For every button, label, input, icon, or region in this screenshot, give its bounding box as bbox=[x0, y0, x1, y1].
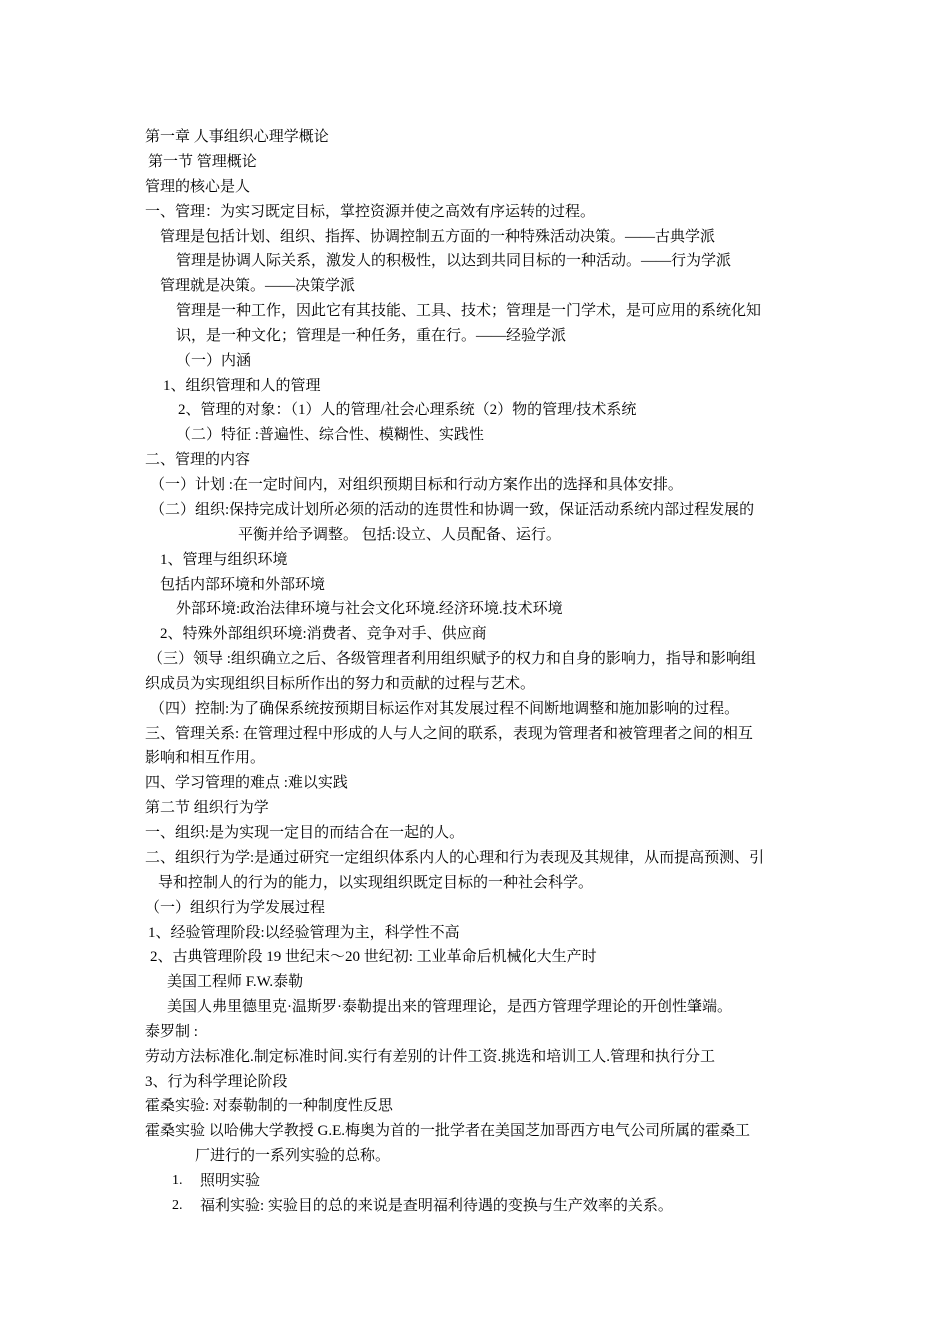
paragraph: 三、管理关系: 在管理过程中形成的人与人之间的联系，表现为管理者和被管理者之间的相互 bbox=[145, 726, 753, 742]
subheading: （二）特征 :普遍性、综合性、模糊性、实践性 bbox=[176, 427, 484, 443]
paragraph: 一、组织:是为实现一定目的而结合在一起的人。 bbox=[145, 825, 465, 841]
paragraph: 3、行为科学理论阶段 bbox=[145, 1074, 288, 1090]
paragraph: 影响和相互作用。 bbox=[145, 750, 266, 766]
paragraph: 导和控制人的行为的能力，以实现组织既定目标的一种社会科学。 bbox=[158, 875, 594, 891]
paragraph: 织成员为实现组织目标所作出的努力和贡献的过程与艺术。 bbox=[145, 676, 536, 692]
paragraph: 包括内部环境和外部环境 bbox=[160, 577, 326, 593]
list-number: 1. bbox=[172, 1173, 183, 1188]
subheading: （一）内涵 bbox=[176, 353, 252, 369]
paragraph: 1、组织管理和人的管理 bbox=[163, 378, 321, 394]
paragraph: 一、管理：为实习既定目标，掌控资源并使之高效有序运转的过程。 bbox=[145, 204, 596, 220]
paragraph: 管理是协调人际关系，激发人的积极性，以达到共同目标的一种活动。——行为学派 bbox=[176, 253, 732, 269]
paragraph: 劳动方法标准化.制定标准时间.实行有差别的计件工资.挑选和培训工人.管理和执行分工 bbox=[145, 1049, 716, 1065]
list-item: 照明实验 bbox=[200, 1173, 261, 1189]
paragraph: 平衡并给予调整。 包括:设立、人员配备、运行。 bbox=[238, 527, 561, 543]
paragraph: 厂进行的一系列实验的总称。 bbox=[195, 1148, 391, 1164]
paragraph: （一）计划 :在一定时间内，对组织预期目标和行动方案作出的选择和具体安排。 bbox=[150, 477, 683, 493]
paragraph: （四）控制:为了确保系统按预期目标运作对其发展过程不间断地调整和施加影响的过程。 bbox=[150, 701, 740, 717]
paragraph: （三）领导 :组织确立之后、各级管理者利用组织赋予的权力和自身的影响力，指导和影响组 bbox=[148, 651, 756, 667]
heading: 二、管理的内容 bbox=[145, 452, 251, 468]
paragraph: 二、组织行为学:是通过研究一定组织体系内人的心理和行为表现及其规律，从而提高预测、引 bbox=[145, 850, 765, 866]
chapter-title: 第一章 人事组织心理学概论 bbox=[145, 129, 329, 145]
paragraph: 管理是一种工作，因此它有其技能、工具、技术；管理是一门学术，是可应用的系统化知 bbox=[176, 303, 762, 319]
paragraph: 管理就是决策。——决策学派 bbox=[160, 278, 356, 294]
subheading: （一）组织行为学发展过程 bbox=[145, 900, 326, 916]
paragraph: 四、学习管理的难点 :难以实践 bbox=[145, 775, 348, 791]
paragraph: 1、管理与组织环境 bbox=[160, 552, 288, 568]
paragraph: 2、古典管理阶段 19 世纪末～20 世纪初: 工业革命后机械化大生产时 bbox=[150, 949, 597, 965]
section-title: 第一节 管理概论 bbox=[148, 154, 257, 170]
paragraph: 霍桑实验 以哈佛大学教授 G.E.梅奥为首的一批学者在美国芝加哥西方电气公司所属的霍桑工 bbox=[145, 1123, 750, 1139]
list-item: 福利实验: 实验目的总的来说是查明福利待遇的变换与生产效率的关系。 bbox=[200, 1198, 673, 1214]
list-number: 2. bbox=[172, 1198, 183, 1213]
section-title: 第二节 组织行为学 bbox=[145, 800, 269, 816]
paragraph: 管理的核心是人 bbox=[145, 179, 251, 195]
paragraph: 识，是一种文化；管理是一种任务，重在行。——经验学派 bbox=[176, 328, 567, 344]
paragraph: 美国人弗里德里克·温斯罗·泰勒提出来的管理理论，是西方管理学理论的开创性肇端。 bbox=[167, 999, 732, 1015]
paragraph: 1、经验管理阶段:以经验管理为主，科学性不高 bbox=[148, 925, 460, 941]
paragraph: （二）组织:保持完成计划所必须的活动的连贯性和协调一致，保证活动系统内部过程发展的 bbox=[150, 502, 755, 518]
paragraph: 泰罗制 : bbox=[145, 1024, 198, 1040]
paragraph: 霍桑实验: 对泰勒制的一种制度性反思 bbox=[145, 1098, 393, 1114]
paragraph: 美国工程师 F.W.泰勒 bbox=[167, 974, 304, 990]
paragraph: 管理是包括计划、组织、指挥、协调控制五方面的一种特殊活动决策。——古典学派 bbox=[160, 229, 716, 245]
paragraph: 外部环境:政治法律环境与社会文化环境.经济环境.技术环境 bbox=[176, 601, 563, 617]
paragraph: 2、管理的对象：（1）人的管理/社会心理系统（2）物的管理/技术系统 bbox=[178, 402, 637, 418]
paragraph: 2、特殊外部组织环境:消费者、竞争对手、供应商 bbox=[160, 626, 487, 642]
